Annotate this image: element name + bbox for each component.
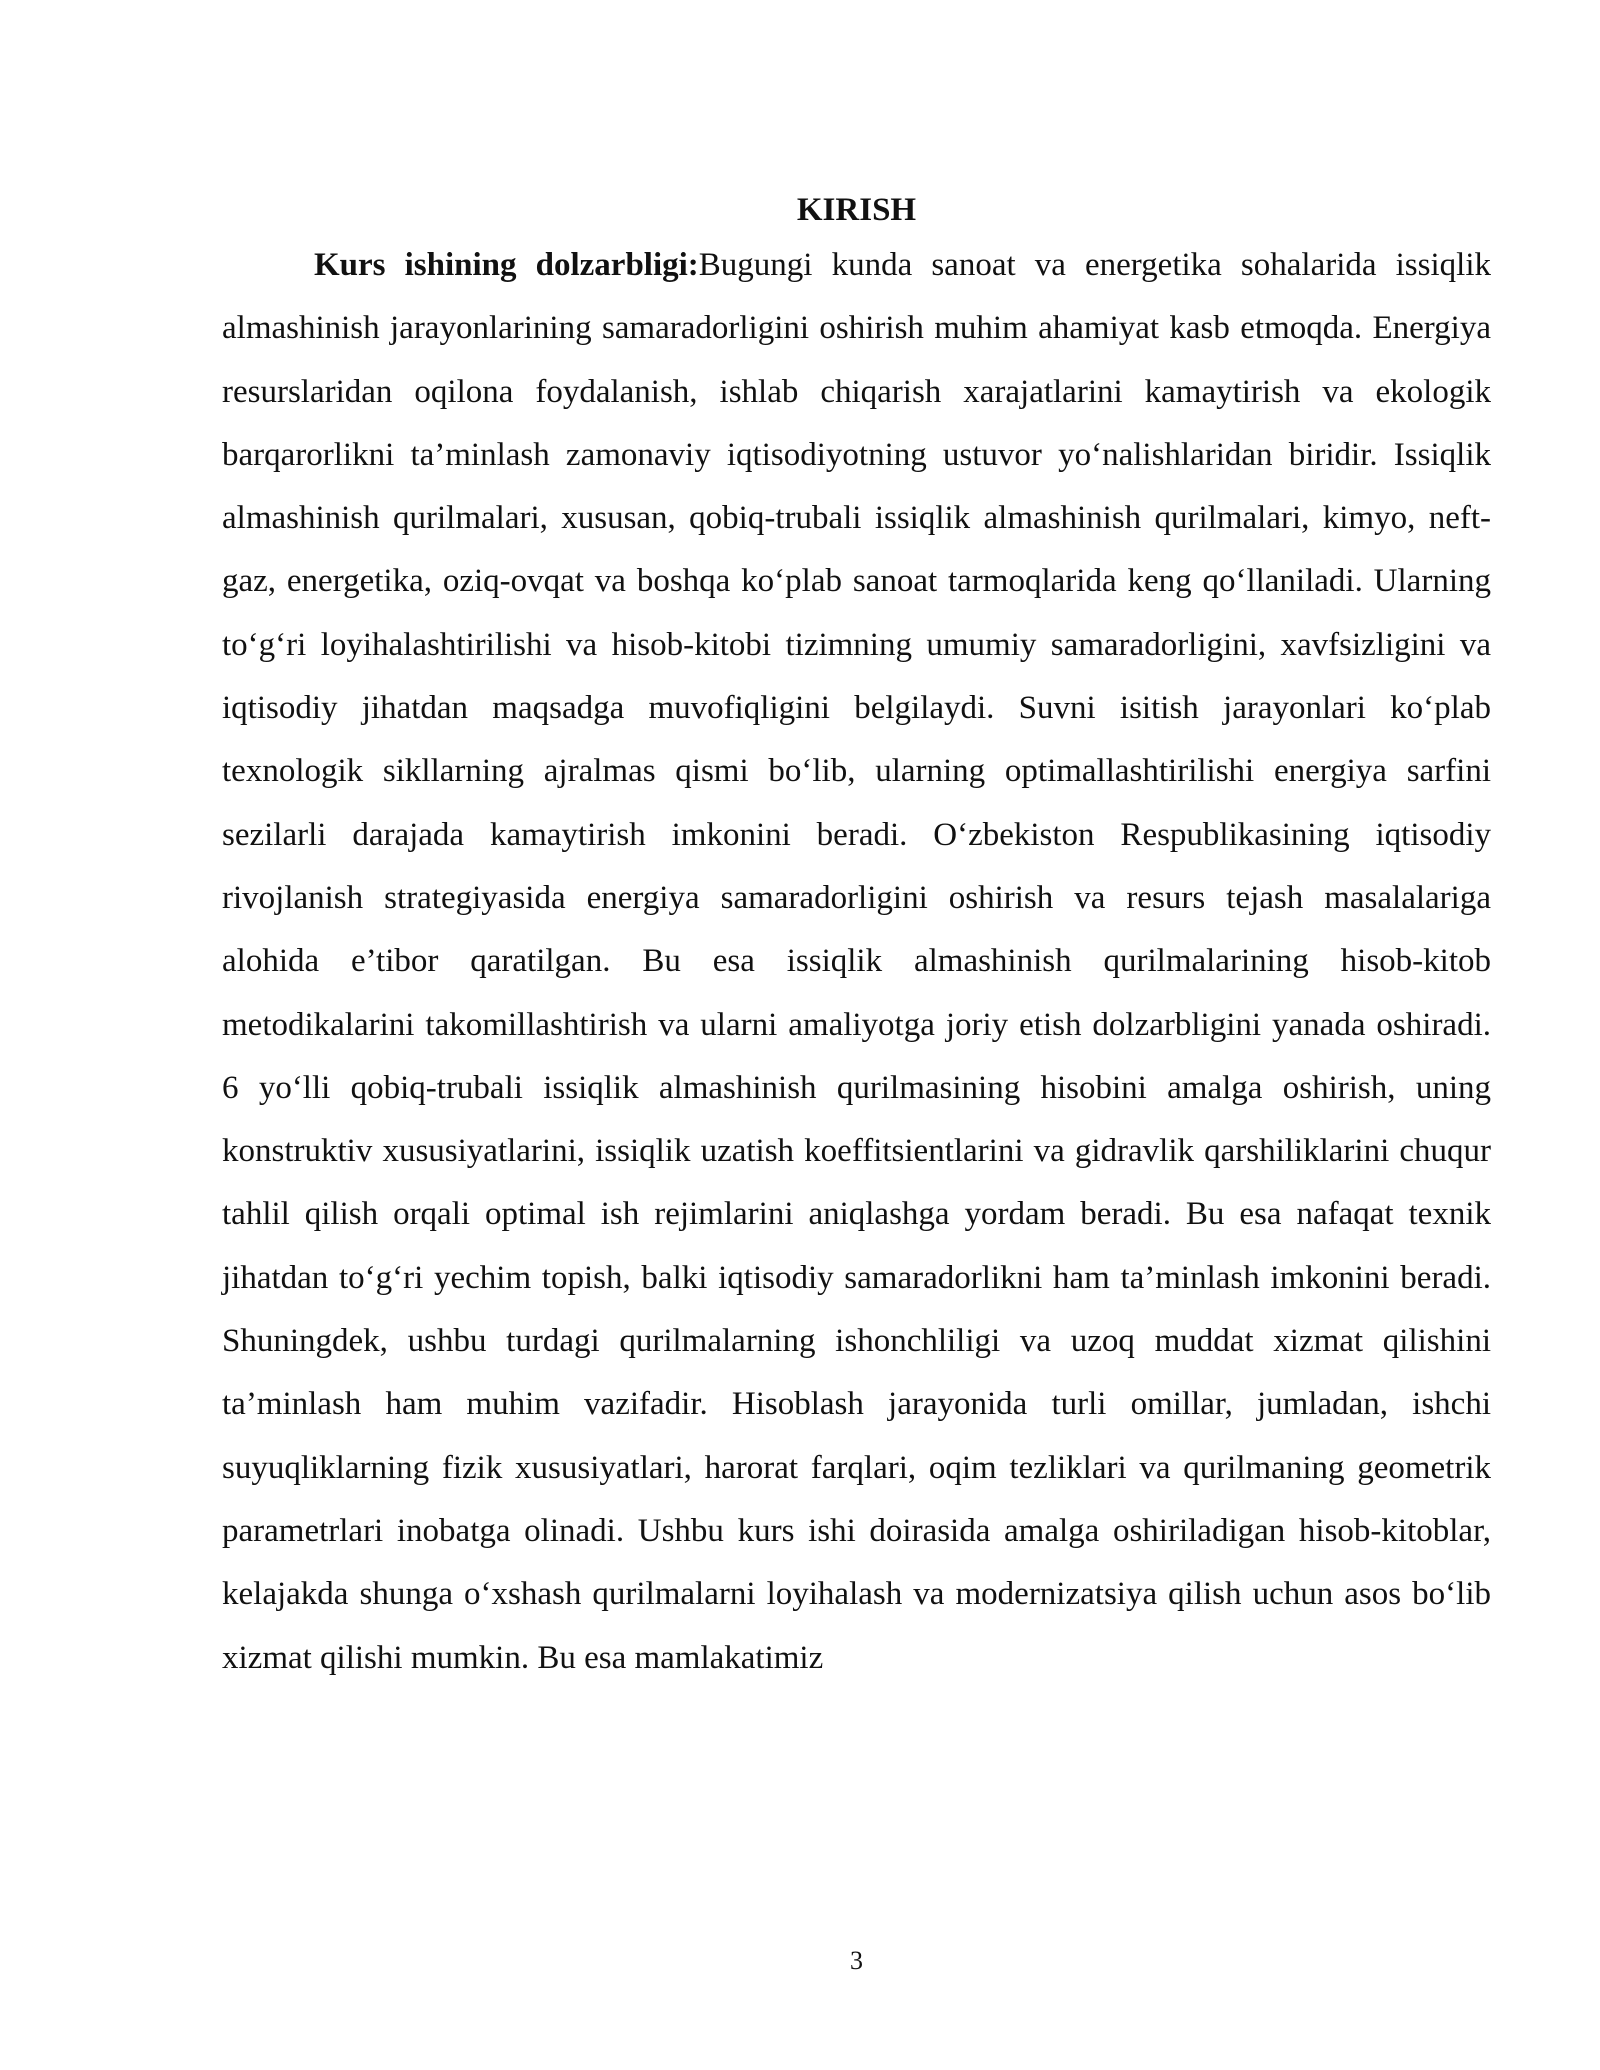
paragraph-text: Bugungi kunda sanoat va energetika sohalarida issiqlik almashinish jarayonlarining samaradorligini oshirish muhim ahamiyat kasb etmoqda. Energiya resurslaridan oqilona foydalanish, ishlab chiqarish xarajatlarini kamaytirish va ekologik barqarorlikni ta’minlash zamonaviy iqtisodiyotning ustuvor yo‘nalishlaridan biridir. Issiqlik almashinish qurilmalari, xususan, qobiq-trubali issiqlik almashinish qurilmalari, kimyo, neft-gaz, energetika, oziq-ovqat va boshqa ko‘plab sanoat tarmoqlarida keng qo‘llaniladi. Ularning to‘g‘ri loyihalashtirilishi va hisob-kitobi tizimning umumiy samaradorligini, xavfsizligini va iqtisodiy jihatdan maqsadga muvofiqligini belgilaydi. Suvni isitish jarayonlari ko‘plab texnologik sikllarning ajralmas qismi bo‘lib, ularning optimallashtirilishi energiya sarfini sezilarli darajada kamaytirish imkonini beradi. O‘zbekiston Respublikasining iqtisodiy rivojlanish strategiyasida energiya samaradorligini oshirish va resurs tejash masalalariga alohida e’tibor qaratilgan. Bu esa issiqlik almashinish qurilmalarining hisob-kitob metodikalarini takomillashtirish va ularni amaliyotga joriy etish dolzarbligini yanada oshiradi. 6 yo‘lli qobiq-trubali issiqlik almashinish qurilmasining hisobini amalga oshirish, uning konstruktiv xususiyatlarini, issiqlik uzatish koeffitsientlarini va gidravlik qarshiliklarini chuqur tahlil qilish orqali optimal ish rejimlarini aniqlashga yordam beradi. Bu esa nafaqat texnik jihatdan to‘g‘ri yechim topish, balki iqtisodiy samaradorlikni ham ta’minlash imkonini beradi. Shuningdek, ushbu turdagi qurilmalarning ishonchliligi va uzoq muddat xizmat qilishini ta’minlash ham muhim vazifadir. Hisoblash jarayonida turli omillar, jumladan, ishchi suyuqliklarning fizik xususiyatlari, harorat farqlari, oqim tezliklari va qurilmaning geometrik parametrlari inobatga olinadi. Ushbu kurs ishi doirasida amalga oshiriladigan hisob-kitoblar, kelajakda shunga o‘xshash qurilmalarni loyihalash va modernizatsiya qilish uchun asos bo‘lib xizmat qilishi mumkin. Bu esa mamlakatimiz [222, 247, 1491, 1676]
paragraph-lead: Kurs ishining dolzarbligi: [314, 247, 699, 283]
page-number: 3 [850, 1946, 863, 1975]
body-paragraph [222, 234, 1491, 1690]
section-heading: KIRISH [796, 192, 917, 228]
